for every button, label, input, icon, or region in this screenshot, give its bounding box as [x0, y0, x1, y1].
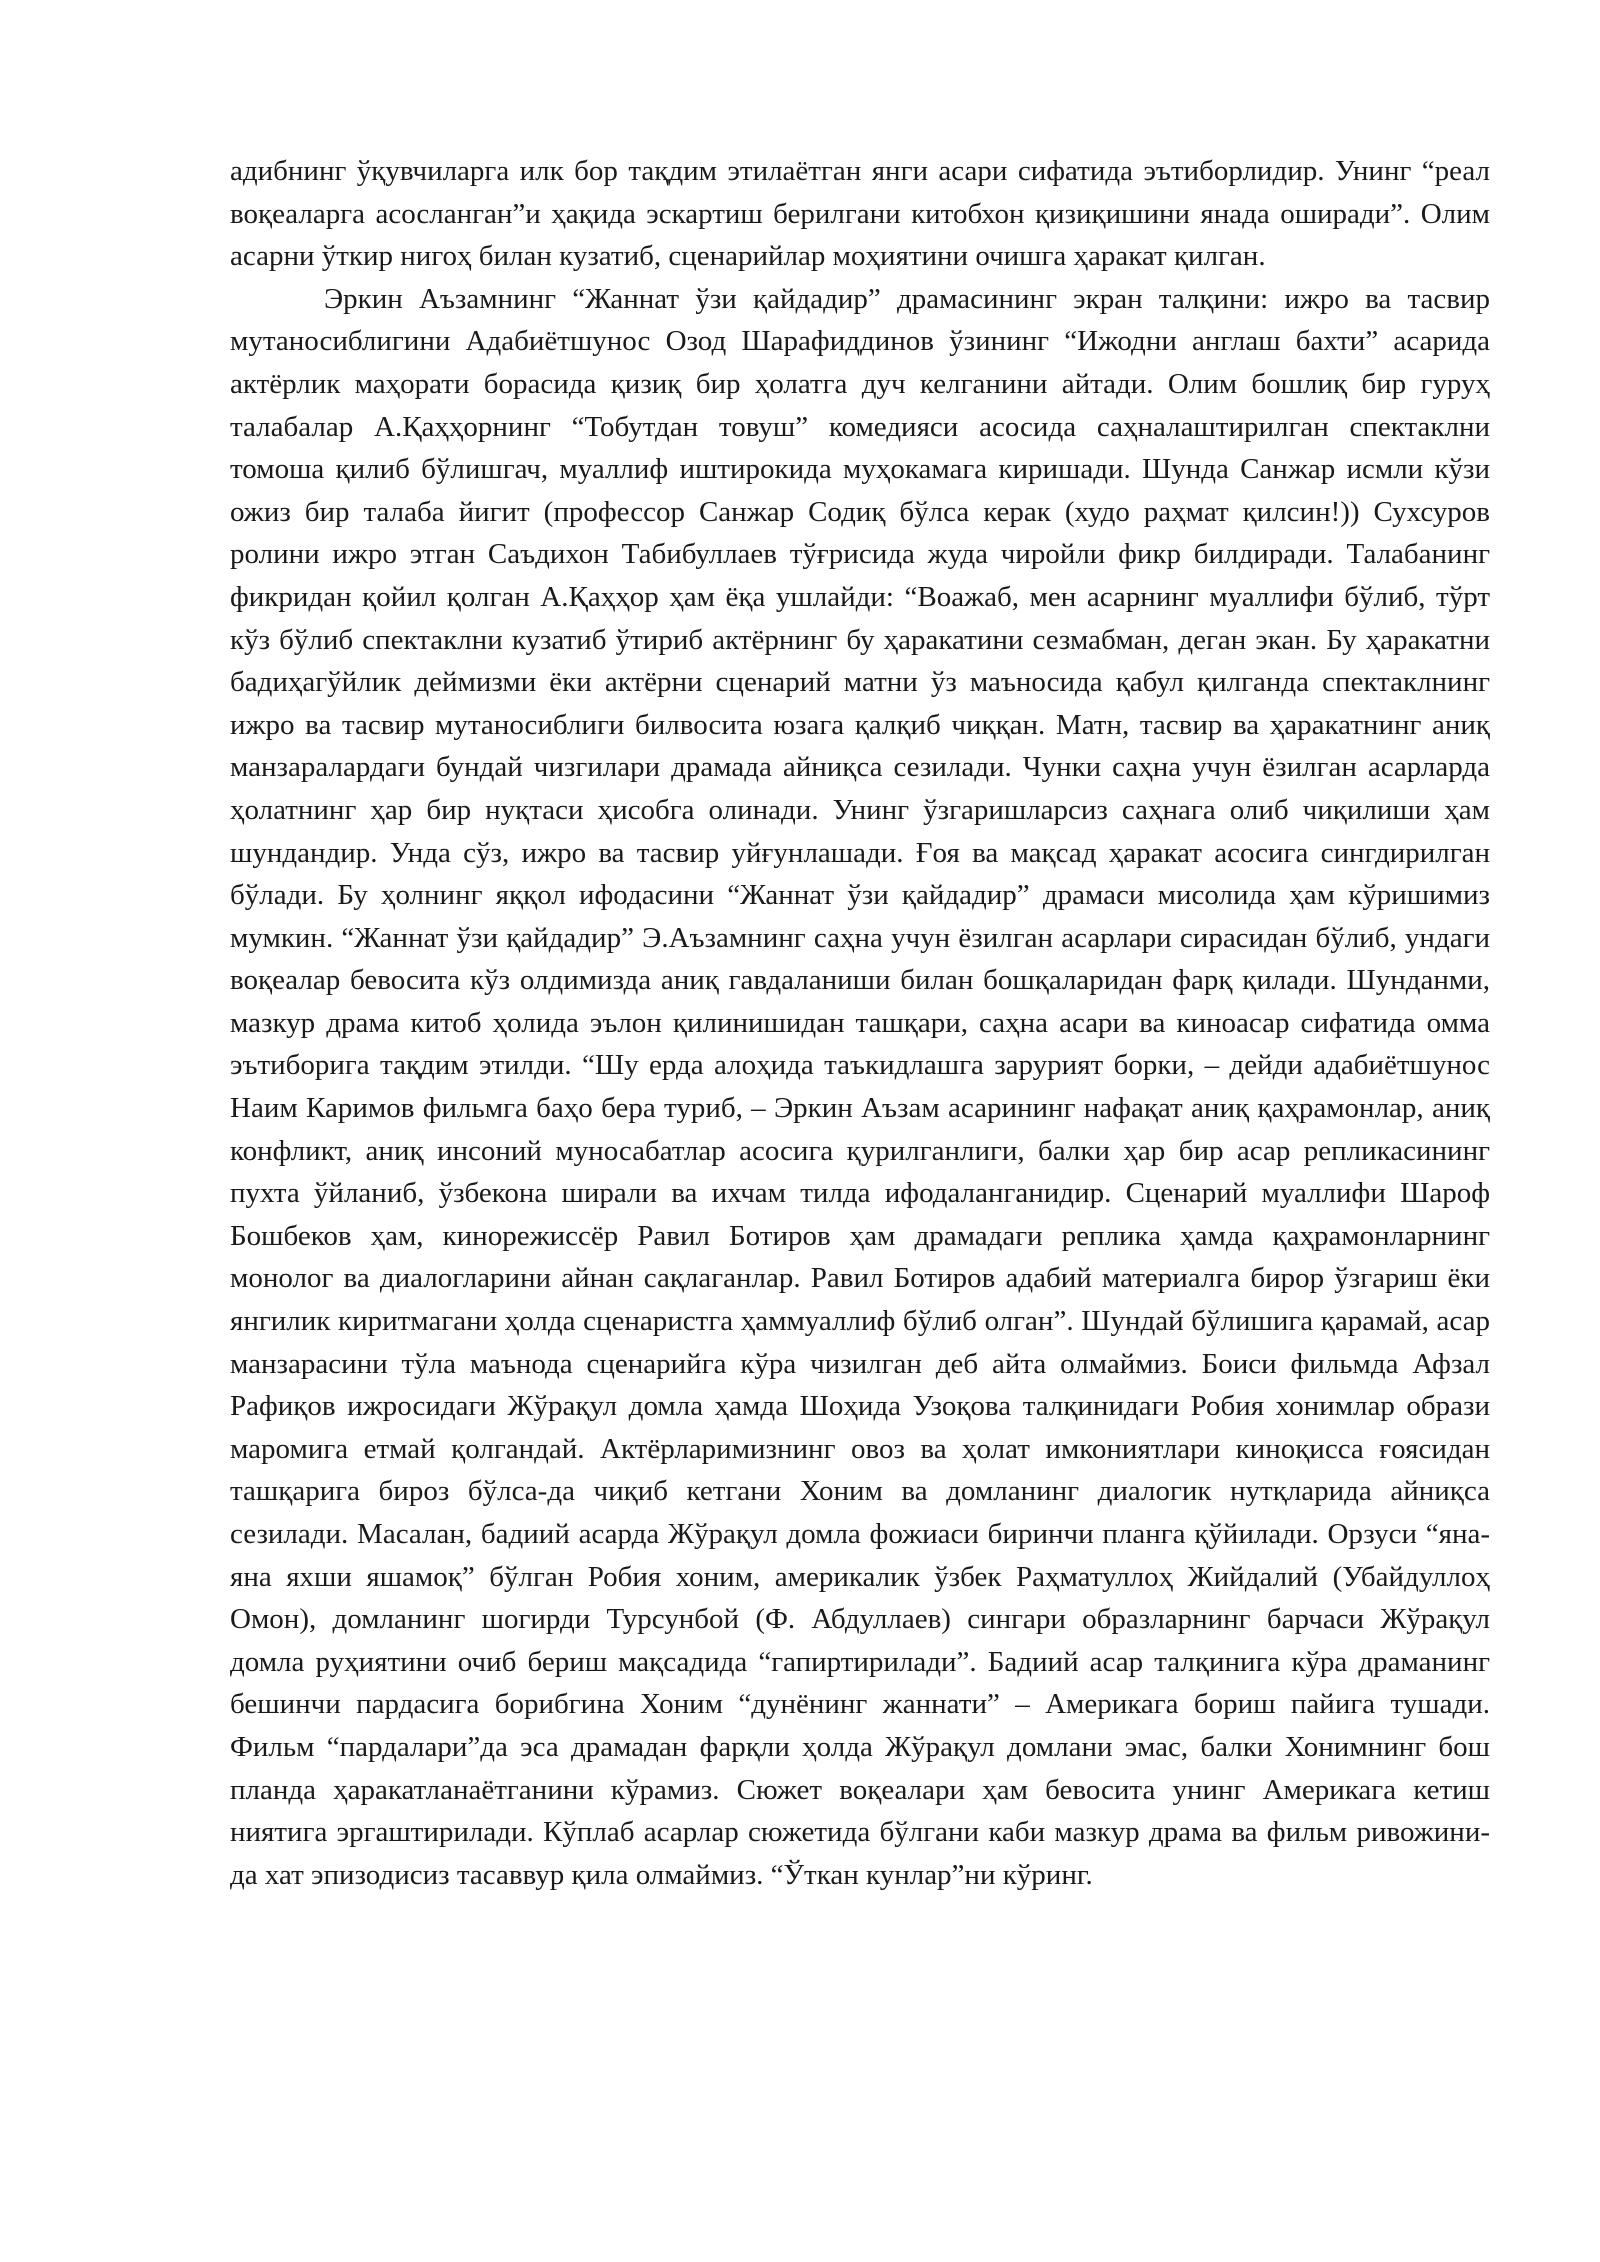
paragraph-continuation: адибнинг ўқувчиларга илк бор тақдим этилаётган янги асари сифатида эътиборлидир. Унинг “реал воқеаларга асосланган”и ҳақида эскартиш берилгани китобхон қизиқишини янада оширади”. Олим асарни ўткир нигоҳ билан кузатиб, сценарийлар моҳиятини очишга ҳаракат қилган. [230, 155, 1490, 273]
paragraph-main: Эркин Аъзамнинг “Жаннат ўзи қайдадир” драмасининг экран талқини: ижро ва тасвир мутаносиблигини Адабиётшунос Озод Шарафиддинов ўзининг “Ижодни англаш бахти” асарида актёрлик маҳорати борасида қизиқ бир ҳолатга дуч келганини айтади. Олим бошлиқ бир гуруҳ талабалар А.Қаҳҳорнинг “Тобутдан товуш” комедияси асосида саҳналаштирилган спектаклни томоша қилиб бўлишгач, муаллиф иштирокида муҳокамага киришади. Шунда Санжар исмли кўзи ожиз бир талаба йигит (профессор Санжар Содиқ бўлса керак (худо раҳмат қилсин!)) Сухсуров ролини ижро этган Саъдихон Табибуллаев тўғрисида жуда чиройли фикр билдиради. Талабанинг фикридан қойил қолган А.Қаҳҳор ҳам ёқа ушлайди: “Воажаб, мен асарнинг муаллифи бўлиб, тўрт кўз бўлиб спектаклни кузатиб ўтириб актёрнинг бу ҳаракатини сезмабман, деган экан. Бу ҳаракатни бадиҳагўйлик деймизми ёки актёрни сценарий матни ўз маъносида қабул қилганда спектаклнинг ижро ва тасвир мутаносиблиги билвосита юзага қалқиб чиққан. Матн, тасвир ва ҳаракатнинг аниқ манзаралардаги бундай чизгилари драмада айниқса сезилади. Чунки саҳна учун ёзилган асарларда ҳолатнинг ҳар бир нуқтаси ҳисобга олинади. Унинг ўзгаришларсиз саҳнага олиб чиқилиши ҳам шундандир. Унда сўз, ижро ва тасвир уйғунлашади. Ғоя ва мақсад ҳаракат асосига сингдирилган бўлади. Бу ҳолнинг яққол ифодасини “Жаннат ўзи қайдадир” драмаси мисолида ҳам кўришимиз мумкин. “Жаннат ўзи қайдадир” Э.Аъзамнинг саҳна учун ёзилган асарлари сирасидан бўлиб, ундаги воқеалар бевосита кўз олдимизда аниқ гавдаланиши билан бошқаларидан фарқ қилади. Шунданми, мазкур драма китоб ҳолида эълон қилинишидан ташқари, саҳна асари ва киноасар сифатида омма эътиборига тақдим этилди. “Шу ерда алоҳида таъкидлашга зарурият борки, – дейди адабиётшунос Наим Каримов фильмга баҳо бера туриб, – Эркин Аъзам асарининг нафақат аниқ қаҳрамонлар, аниқ конфликт, аниқ инсоний муносабатлар асосига қурилганлиги, балки ҳар бир асар репликасининг пухта ўйланиб, ўзбекона ширали ва ихчам тилда ифодаланганидир. Сценарий муаллифи Шароф Бошбеков ҳам, кинорежиссёр Равил Ботиров ҳам драмадаги реплика ҳамда қаҳрамонларнинг монолог ва диалогларини айнан сақлаганлар. Равил Ботиров адабий материалга бирор ўзгариш ёки янгилик киритмагани ҳолда сценаристга ҳаммуаллиф бўлиб олган”. Шундай бўлишига қарамай, асар манзарасини тўла маънода сценарийга кўра чизилган деб айта олмаймиз. Боиси фильмда Афзал Рафиқов ижросидаги Жўрақул домла ҳамда Шоҳида Узоқова талқинидаги Робия хонимлар образи маромига етмай қолгандай. Актёрларимизнинг овоз ва ҳолат имкониятлари киноқисса ғоясидан ташқарига бироз бўлса-да чиқиб кетгани Хоним ва домланинг диалогик нутқларида айниқса сезилади. Масалан, бадиий асарда Жўрақул домла фожиаси биринчи планга қўйилади. Орзуси “яна-яна яхши яшамоқ” бўлган Робия хоним, америкалик ўзбек Раҳматуллоҳ Жийдалий (Убайдуллоҳ Омон), домланинг шогирди Турсунбой (Ф. Абдуллаев) сингари образларнинг барчаси Жўрақул домла руҳиятини очиб бериш мақсадида “гапиртирилади”. Бадиий асар талқинига кўра драманинг бешинчи пардасига борибгина Хоним “дунёнинг жаннати” – Америкага бориш пайига тушади. Фильм “пардалари”да эса драмадан фарқли ҳолда Жўрақул домлани эмас, балки Хонимнинг бош планда ҳаракатланаётганини кўрамиз. Сюжет воқеалари ҳам бевосита унинг Америкага кетиш ниятига эргаштирилади. Кўплаб асарлар сюжетида бўлгани каби мазкур драма ва фильм ривожини-да хат эпизодисиз тасаввур қила олмаймиз. “Ўткан кунлар”ни кўринг. [230, 282, 1490, 1891]
document-body [230, 150, 1490, 1896]
